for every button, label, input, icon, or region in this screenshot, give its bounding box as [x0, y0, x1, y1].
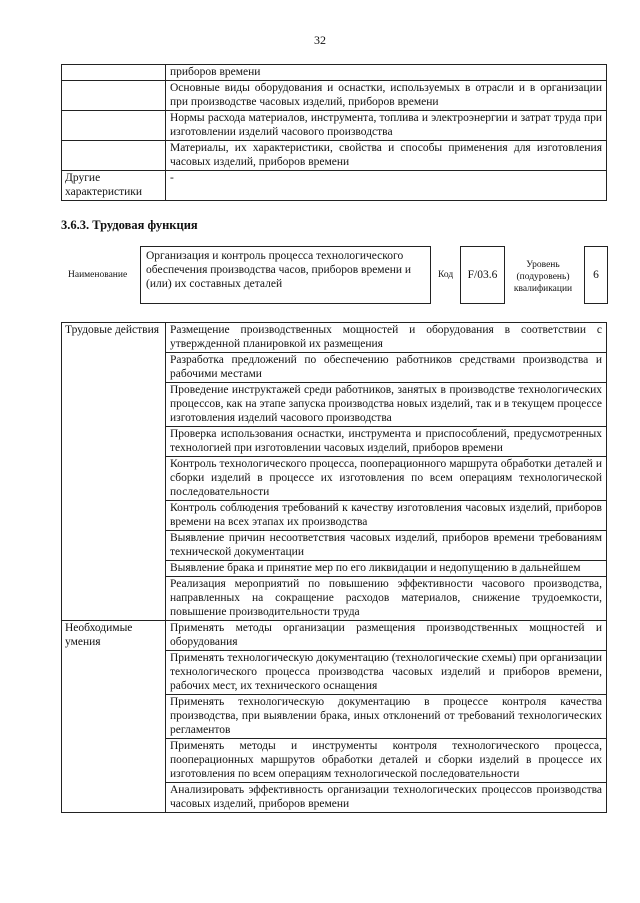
row-group-label: Трудовые действия	[62, 323, 166, 621]
function-code-box: F/03.6	[460, 246, 505, 304]
row-item-text: Проверка использования оснастки, инструмента и приспособлений, предусмотренных технологией при изготовлении часовых изделий, приборов времени	[166, 427, 607, 457]
code-label: Код	[438, 270, 454, 280]
table-row	[62, 141, 607, 171]
row-item-text: Материалы, их характеристики, свойства и способы применения для изготовления часовых изделий, приборов времени	[166, 141, 607, 171]
table-row	[62, 111, 607, 141]
labor-function-table-body	[62, 323, 607, 813]
row-item-text: приборов времени	[166, 65, 607, 81]
level-label: Уровень (подуровень) квалификации	[513, 260, 573, 294]
row-item-text: Реализация мероприятий по повышению эффективности часового производства, направленных на сокращение расходов материалов, снижение трудоемкости, повышение производительности труда	[166, 577, 607, 621]
row-group-label	[62, 111, 166, 141]
page-number: 32	[314, 33, 326, 47]
row-item-text: Размещение производственных мощностей и оборудования в соответствии с утвержденной планировкой их размещения	[166, 323, 607, 353]
row-group-label: Другие характеристики	[62, 171, 166, 201]
table-row	[62, 65, 607, 81]
row-item-text: Применять технологическую документацию (технологические схемы) при организации технологического процесса производства часовых изделий и приборов времени, рабочих мест, их технического оснащения	[166, 651, 607, 695]
row-item-text: Анализировать эффективность организации технологических процессов производства часовых изделий, приборов времени	[166, 783, 607, 813]
row-item-text: Применять технологическую документацию в процессе контроля качества производства, при выявлении брака, иных отклонений от требований технологических регламентов	[166, 695, 607, 739]
row-item-text: Применять методы организации размещения производственных мощностей и оборудования	[166, 621, 607, 651]
table-row	[62, 81, 607, 111]
function-name-box: Организация и контроль процесса технологического обеспечения производства часов, приборов времени и (или) их составных деталей	[140, 246, 431, 304]
knowledge-table-continued	[61, 64, 607, 201]
section-title: 3.6.3. Трудовая функция	[61, 218, 198, 232]
knowledge-table-body	[62, 65, 607, 201]
row-group-label	[62, 81, 166, 111]
row-item-text: Выявление брака и принятие мер по его ликвидации и недопущению в дальнейшем	[166, 561, 607, 577]
level-value-box: 6	[584, 246, 608, 304]
table-row	[62, 621, 607, 651]
name-label: Наименование	[68, 270, 128, 280]
row-item-text: Контроль соблюдения требований к качеству изготовления часовых изделий, приборов времени на всех этапах их производства	[166, 501, 607, 531]
row-item-text: -	[166, 171, 607, 201]
row-group-label: Необходимые умения	[62, 621, 166, 813]
row-item-text: Контроль технологического процесса, пооперационного маршрута обработки деталей и сборки изделий в процессе их изготовления по всем операциям технологической последовательности	[166, 457, 607, 501]
table-row	[62, 171, 607, 201]
row-group-label	[62, 65, 166, 81]
table-row	[62, 323, 607, 353]
row-group-label	[62, 141, 166, 171]
labor-function-table	[61, 322, 607, 813]
row-item-text: Нормы расхода материалов, инструмента, топлива и электроэнергии и затрат труда при изготовлении изделий часового производства	[166, 111, 607, 141]
row-item-text: Проведение инструктажей среди работников, занятых в производстве технологических процессов, как на этапе запуска производства новых изделий, так и в текущем процессе изготовления изделий часового производства	[166, 383, 607, 427]
row-item-text: Выявление причин несоответствия часовых изделий, приборов времени требованиям технической документации	[166, 531, 607, 561]
row-item-text: Применять методы и инструменты контроля технологического процесса, пооперационных маршрутов обработки деталей и сборки изделий в процессе их изготовления по всем операциям технологической последовательности	[166, 739, 607, 783]
row-item-text: Основные виды оборудования и оснастки, используемых в отрасли и в организации при производстве часовых изделий, приборов времени	[166, 81, 607, 111]
row-item-text: Разработка предложений по обеспечению работников средствами производства и рабочими местами	[166, 353, 607, 383]
